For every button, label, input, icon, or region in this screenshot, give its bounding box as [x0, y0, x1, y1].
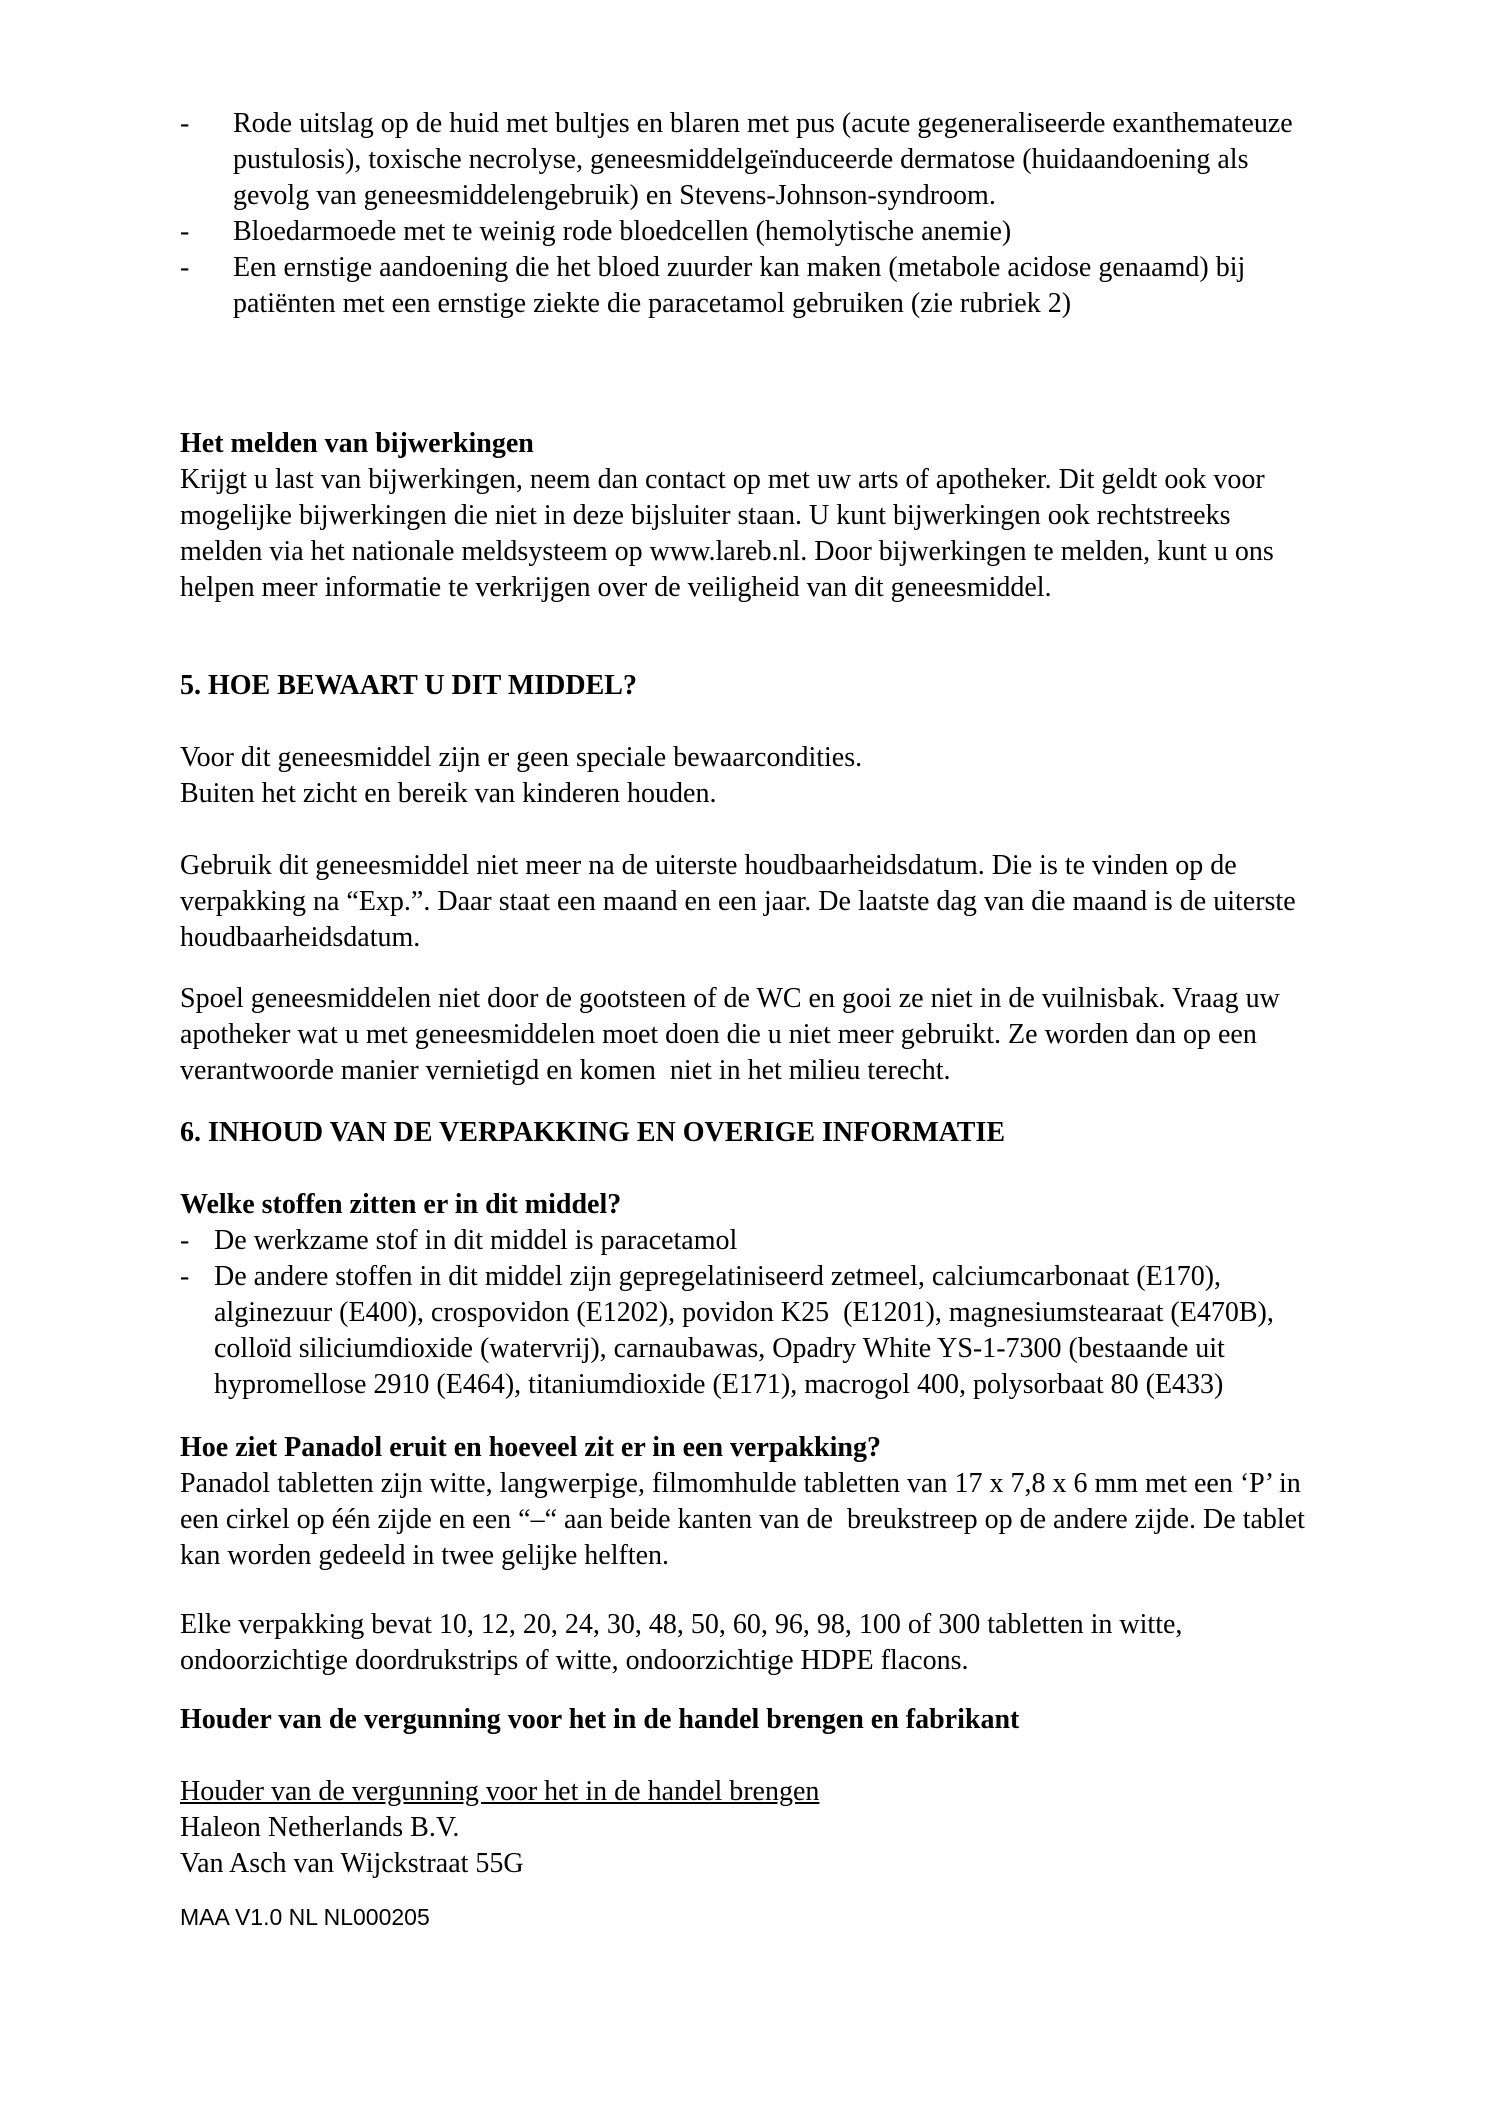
license-holder-address: Van Asch van Wijckstraat 55G — [180, 1848, 524, 1879]
ingredient-text: De andere stoffen in dit middel zijn gepregelatiniseerd zetmeel, calciumcarbonaat (E170), alginezuur (E400), crospovidon (E1202), povidon K25 (E1201), magnesiumstearaat (E470B), colloïd siliciumdioxide (watervrij), carnaubawas, Opadry White YS-1-7300 (bestaande uit hypromellose 2910 (E464), titaniumdioxide (E171), macrogol 400, polysorbaat 80 (E433) — [214, 1261, 1281, 1400]
side-effect-item — [180, 214, 1314, 250]
vertical-gap — [180, 606, 1314, 668]
vertical-gap — [180, 1403, 1314, 1430]
storage-line1: Voor dit geneesmiddel zijn er geen speciale bewaarcondities. — [180, 742, 863, 773]
reporting-paragraph: Krijgt u last van bijwerkingen, neem dan contact op met uw arts of apotheker. Dit geldt ook voor mogelijke bijwerkingen die niet in deze bijsluiter staan. U kunt bijwerkingen ook rechtstreeks melden via het nationale meldsysteem op www.lareb.nl. Door bijwerkingen te melden, kunt u ons helpen meer informatie te verkrijgen over de veiligheid van dit geneesmiddel. — [180, 464, 1281, 603]
appearance-heading: Hoe ziet Panadol eruit en hoeveel zit er in een verpakking? — [180, 1432, 881, 1463]
ingredient-item — [180, 1259, 1314, 1403]
vertical-gap — [180, 1089, 1314, 1115]
side-effect-item — [180, 250, 1314, 322]
ingredient-text: De werkzame stof in dit middel is paracetamol — [214, 1225, 738, 1256]
pack-sizes-paragraph: Elke verpakking bevat 10, 12, 20, 24, 30, 48, 50, 60, 96, 98, 100 of 300 tabletten in witte, ondoorzichtige doordrukstrips of witte, ondoorzichtige HDPE flacons. — [180, 1609, 1190, 1676]
vertical-gap — [180, 1574, 1314, 1607]
section6-heading: 6. INHOUD VAN DE VERPAKKING EN OVERIGE INFORMATIE — [180, 1117, 1006, 1148]
bullet-dash: - — [180, 1261, 190, 1292]
storage-expiry-paragraph: Gebruik dit geneesmiddel niet meer na de uiterste houdbaarheidsdatum. Die is te vinden op de verpakking na “Exp.”. Daar staat een maand en een jaar. De laatste dag van die maand is de uiterste houdbaarheidsdatum. — [180, 850, 1303, 953]
appearance-paragraph: Panadol tabletten zijn witte, langwerpige, filmomhulde tabletten van 17 x 7,8 x 6 mm met een ‘P’ in een cirkel op één zijde en een “–“ aan beide kanten van de breukstreep op de andere zijde. De tablet kan worden gedeeld in twee gelijke helften. — [180, 1468, 1312, 1571]
storage-line2: Buiten het zicht en bereik van kinderen houden. — [180, 778, 717, 809]
side-effect-item — [180, 106, 1314, 214]
bullet-dash: - — [180, 108, 190, 139]
vertical-gap — [180, 956, 1314, 981]
license-holder-name: Haleon Netherlands B.V. — [180, 1812, 460, 1843]
side-effect-text: Een ernstige aandoening die het bloed zuurder kan maken (metabole acidose genaamd) bij patiënten met een ernstige ziekte die paracetamol gebruiken (zie rubriek 2) — [233, 252, 1253, 319]
vertical-gap — [180, 704, 1314, 740]
storage-disposal-paragraph: Spoel geneesmiddelen niet door de gootsteen of de WC en gooi ze niet in de vuilnisbak. Vraag uw apotheker wat u met geneesmiddelen moet doen die u niet meer gebruikt. Ze worden dan op een verantwoorde manier vernietigd en komen niet in het milieu terecht. — [180, 983, 1287, 1086]
side-effect-text: Rode uitslag op de huid met bultjes en blaren met pus (acute gegeneraliseerde exanthemateuze pustulosis), toxische necrolyse, geneesmiddelgeïnduceerde dermatose (huidaandoening als gevolg van geneesmiddelengebruik) en Stevens-Johnson-syndroom. — [233, 108, 1300, 211]
vertical-gap — [180, 1882, 1314, 1902]
side-effect-text: Bloedarmoede met te weinig rode bloedcellen (hemolytische anemie) — [233, 216, 1012, 247]
vertical-gap — [180, 1151, 1314, 1187]
ingredient-item — [180, 1223, 1314, 1259]
vertical-gap — [180, 1679, 1314, 1702]
license-heading: Houder van de vergunning voor het in de handel brengen en fabrikant — [180, 1704, 1020, 1735]
document-version-code: MAA V1.0 NL NL000205 — [180, 1904, 430, 1930]
reporting-heading: Het melden van bijwerkingen — [180, 428, 534, 459]
bullet-dash: - — [180, 252, 190, 283]
license-subheading: Houder van de vergunning voor het in de handel brengen — [180, 1776, 820, 1807]
ingredients-heading: Welke stoffen zitten er in dit middel? — [180, 1189, 622, 1220]
vertical-gap — [180, 812, 1314, 848]
section5-heading: 5. HOE BEWAART U DIT MIDDEL? — [180, 670, 637, 701]
bullet-dash: - — [180, 216, 190, 247]
vertical-gap — [180, 1738, 1314, 1774]
vertical-gap — [180, 322, 1314, 426]
bullet-dash: - — [180, 1225, 190, 1256]
